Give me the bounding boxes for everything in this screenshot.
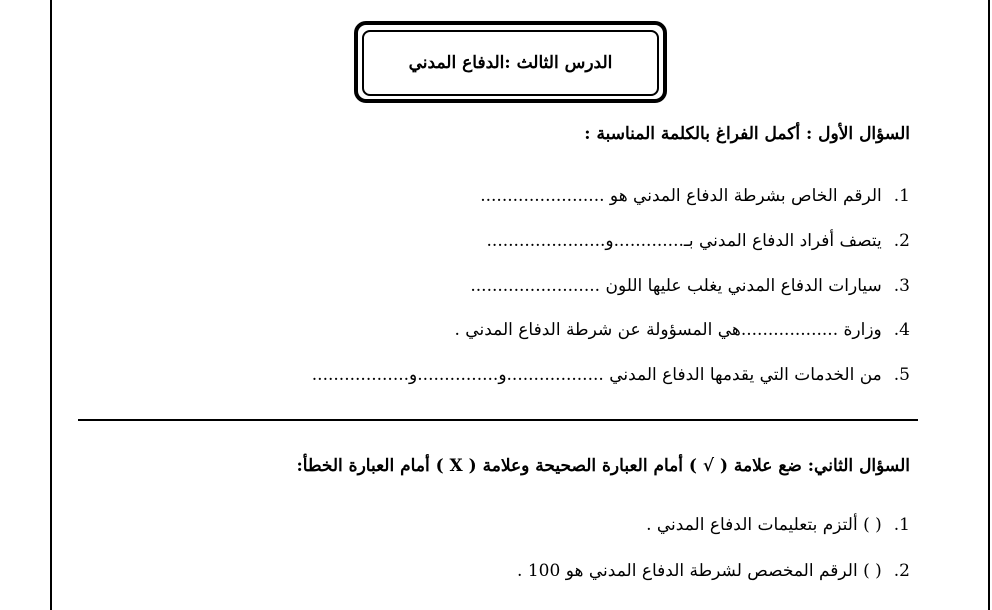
item-text: من الخدمات التي يقدمها الدفاع المدني ..................و...............و.................. [311, 365, 882, 385]
question2-item [646, 515, 910, 535]
item-text: سيارات الدفاع المدني يغلب عليها اللون ........................ [470, 276, 882, 296]
item-text: وزارة ..................هي المسؤولة عن شرطة الدفاع المدني . [454, 320, 882, 340]
item-text: ( ) ألتزم بتعليمات الدفاع المدني . [646, 515, 882, 535]
question1-heading: السؤال الأول : أكمل الفراغ بالكلمة المناسبة : [584, 124, 910, 144]
item-text: الرقم الخاص بشرطة الدفاع المدني هو ....................... [480, 186, 882, 206]
question1-item [312, 365, 910, 385]
section-divider [78, 419, 918, 421]
question1-item [480, 186, 910, 206]
question2-item [517, 561, 910, 581]
item-text: يتصف أفراد الدفاع المدني بـ.............و...................... [486, 231, 882, 251]
item-number: 2. [893, 561, 910, 581]
item-text: ( ) الرقم المخصص لشرطة الدفاع المدني هو 100 . [517, 561, 882, 581]
page-border-left [50, 0, 52, 610]
item-number: 2. [893, 231, 910, 251]
page-border-right [988, 0, 990, 610]
question1-item [487, 231, 910, 251]
lesson-title: الدرس الثالث :الدفاع المدني [362, 30, 659, 96]
question2-heading: السؤال الثاني: ضع علامة ( √ ) أمام العبارة الصحيحة وعلامة ( X ) أمام العبارة الخطأ: [296, 456, 910, 476]
question1-item [470, 276, 910, 296]
item-number: 5. [893, 365, 910, 385]
question1-item [455, 320, 911, 340]
item-number: 1. [893, 186, 910, 206]
item-number: 1. [893, 515, 910, 535]
item-number: 4. [893, 320, 910, 340]
item-number: 3. [893, 276, 910, 296]
